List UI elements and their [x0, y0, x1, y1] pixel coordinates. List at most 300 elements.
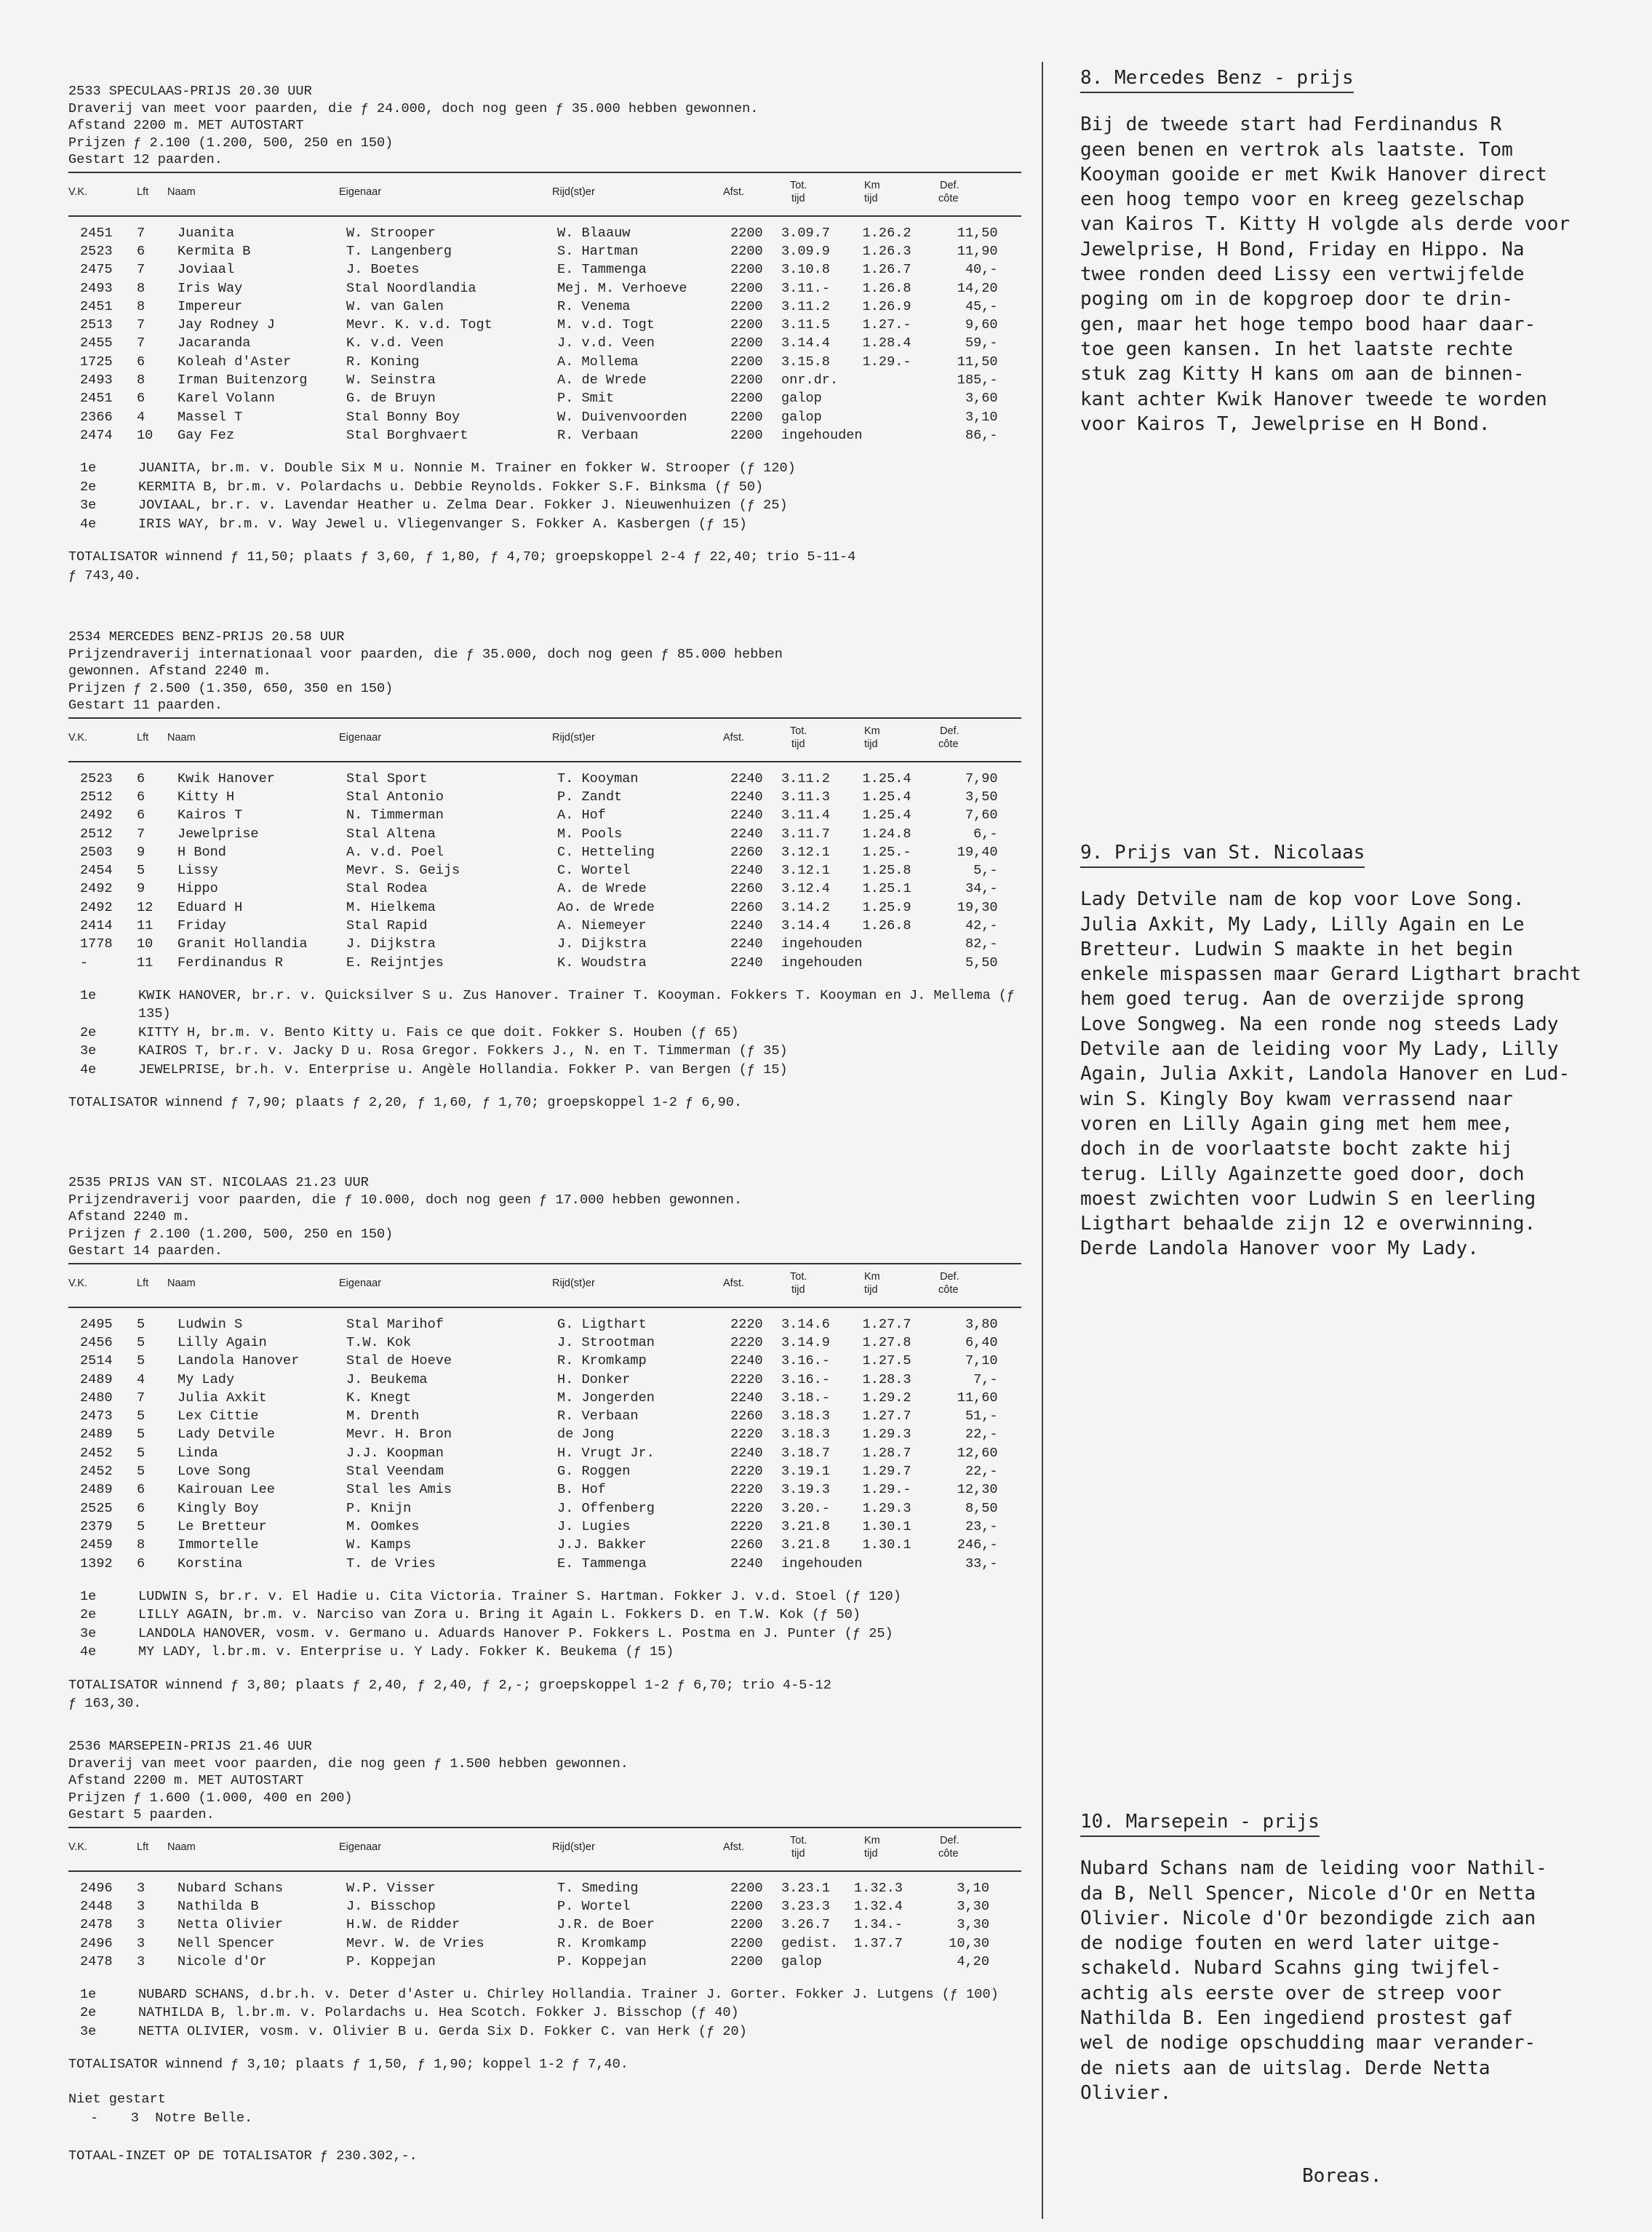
vk-cell: 1778 [80, 936, 113, 952]
placing-row [68, 459, 1021, 478]
horse-name: Ferdinandus R [177, 954, 284, 970]
odds: 6,40 [965, 1334, 998, 1350]
placing-row [68, 987, 1021, 1024]
distance: 2260 [730, 1537, 763, 1553]
km-time: 1.27.7 [862, 1316, 911, 1332]
column-header-def2: côte [938, 1847, 959, 1860]
driver: J. Dijkstra [557, 936, 647, 952]
km-time: 1.29.3 [862, 1427, 911, 1443]
distance: 2200 [730, 372, 763, 388]
total-time: 3.14.4 [781, 918, 830, 934]
odds: 3,30 [957, 1917, 989, 1933]
odds: 11,60 [957, 1390, 998, 1406]
km-time: 1.25.- [862, 844, 911, 860]
distance: 2260 [730, 881, 763, 897]
placing-rank: 4e [80, 1644, 97, 1660]
vk-cell: 2523 [80, 770, 113, 786]
driver: J. Strootman [557, 1334, 655, 1350]
column-header-def2: côte [938, 738, 959, 750]
result-row [68, 935, 998, 953]
horse-name: Nathilda B [177, 1898, 259, 1914]
horse-name: Korstina [177, 1555, 243, 1571]
total-time: 3.12.1 [781, 863, 830, 879]
owner: Stal Noordlandia [346, 280, 476, 296]
result-row [68, 770, 998, 788]
odds: 23,- [965, 1518, 998, 1534]
report-line: Olivier. [1080, 2081, 1172, 2104]
report-line: Bij de tweede start had Ferdinandus R [1080, 113, 1502, 136]
race-header-line: Gestart 12 paarden. [68, 152, 223, 167]
owner: M. Oomkes [346, 1518, 420, 1534]
odds: 7,10 [965, 1353, 998, 1369]
non-starters-label: Niet gestart [68, 2091, 166, 2107]
driver: B. Hof [557, 1482, 606, 1498]
total-time: ingehouden [781, 1555, 863, 1571]
lft-cell: 3 [137, 1917, 145, 1933]
lft-cell: 3 [137, 1898, 145, 1914]
report-line: wel de nodige opschudding maar verander- [1080, 2032, 1536, 2054]
distance: 2200 [730, 1917, 763, 1933]
driver: R. Verbaan [557, 427, 639, 443]
driver: R. Venema [557, 298, 631, 314]
vk-cell: 2514 [80, 1353, 113, 1369]
horse-name: Impereur [177, 298, 243, 314]
placing-text: KERMITA B, br.m. v. Polardachs u. Debbie Reynolds. Fokker S.F. Binksma (ƒ 50) [138, 479, 764, 495]
totalisator [68, 1676, 1021, 1713]
lft-cell: 6 [137, 1500, 145, 1516]
owner: T.W. Kok [346, 1334, 412, 1350]
distance: 2200 [730, 1880, 763, 1896]
column-header-eigenaar: Eigenaar [339, 1277, 382, 1289]
odds: 3,30 [957, 1898, 989, 1914]
column-header-def2: côte [938, 1283, 959, 1296]
vk-cell: 2512 [80, 789, 113, 805]
report-title: 10. Marsepein - prijs [1080, 1809, 1320, 1837]
driver: A. Niemeyer [557, 918, 647, 934]
odds: 22,- [965, 1427, 998, 1443]
report-line: poging om in de kopgroep door te drin- [1080, 288, 1513, 311]
race-header-line: 2536 MARSEPEIN-PRIJS 21.46 UUR [68, 1739, 312, 1754]
distance: 2240 [730, 808, 763, 824]
owner: Mevr. W. de Vries [346, 1935, 484, 1951]
owner: W. Strooper [346, 225, 436, 241]
placing-rank: 3e [80, 2023, 97, 2039]
odds: 185,- [957, 372, 998, 388]
vk-cell: 2379 [80, 1518, 113, 1534]
horse-name: Kingly Boy [177, 1500, 259, 1516]
km-time [863, 953, 933, 971]
result-row [68, 788, 998, 806]
signature: Boreas. [1302, 2165, 1382, 2187]
column-header-km2: tijd [864, 1283, 878, 1296]
placing-rank: 1e [80, 987, 97, 1003]
total-time: 3.12.1 [781, 844, 830, 860]
odds: 19,40 [957, 844, 998, 860]
owner: K. Knegt [346, 1390, 412, 1406]
km-time: 1.37.7 [854, 1935, 903, 1951]
race-header-line: Afstand 2200 m. MET AUTOSTART [68, 1773, 304, 1788]
total-time: 3.18.3 [781, 1427, 830, 1443]
distance: 2260 [730, 899, 763, 915]
column-header-eigenaar: Eigenaar [339, 731, 382, 744]
result-row [68, 1536, 998, 1554]
distance: 2240 [730, 1390, 763, 1406]
placing-text: MY LADY, l.br.m. v. Enterprise u. Y Lady. Fokker K. Beukema (ƒ 15) [138, 1644, 674, 1660]
owner: J.J. Koopman [346, 1445, 444, 1461]
total-time: 3.16.- [781, 1353, 830, 1369]
report-line: twee ronden deed Lissy een vertwijfelde [1080, 263, 1525, 286]
km-time: 1.30.1 [862, 1518, 911, 1534]
owner: Stal Antonio [346, 789, 444, 805]
totalisator-line: ƒ 163,30. [68, 1696, 142, 1712]
odds: 19,30 [957, 899, 998, 915]
total-time: 3.23.3 [781, 1898, 830, 1914]
placing-row [68, 1024, 1021, 1043]
driver: G. Ligthart [557, 1316, 647, 1332]
report-line: de nodige fouten en werd later uitge- [1080, 1932, 1502, 1955]
column-header-naam: Naam [167, 731, 196, 744]
result-row [68, 953, 998, 971]
result-row [68, 1370, 998, 1388]
owner: Mevr. H. Bron [346, 1427, 452, 1443]
result-row [68, 334, 998, 352]
vk-cell: 2448 [80, 1898, 113, 1914]
owner: P. Knijn [346, 1500, 412, 1516]
odds: 5,- [973, 863, 998, 879]
owner: Stal Bonny Boy [346, 409, 460, 425]
vk-cell: 2366 [80, 409, 113, 425]
odds: 59,- [965, 335, 998, 351]
odds: 8,50 [965, 1500, 998, 1516]
km-time: 1.25.4 [862, 808, 911, 824]
race-header-line: Gestart 14 paarden. [68, 1243, 223, 1259]
lft-cell: 7 [137, 1390, 145, 1406]
report-body [1080, 1856, 1633, 2105]
result-row [68, 1554, 998, 1572]
race-header-line: Afstand 2200 m. MET AUTOSTART [68, 118, 304, 133]
owner: J. Boetes [346, 262, 420, 278]
horse-name: Massel T [177, 409, 243, 425]
owner: M. Hielkema [346, 899, 436, 915]
km-time [863, 389, 933, 407]
distance: 2220 [730, 1500, 763, 1516]
placing-text: LUDWIN S, br.r. v. El Hadie u. Cita Victoria. Trainer S. Hartman. Fokker J. v.d. Stoel (ƒ 120) [138, 1588, 901, 1604]
race-header-line: 2535 PRIJS VAN ST. NICOLAAS 21.23 UUR [68, 1175, 369, 1190]
results-table [68, 1315, 998, 1573]
vk-cell: - [80, 954, 89, 970]
total-time: 3.21.8 [781, 1537, 830, 1553]
column-headers [68, 1827, 1021, 1872]
vk-cell: 2492 [80, 899, 113, 915]
column-header-km1: Km [864, 1834, 880, 1846]
odds: 45,- [965, 298, 998, 314]
horse-name: Kwik Hanover [177, 770, 275, 786]
lft-cell: 7 [137, 335, 145, 351]
race-header [68, 83, 1021, 169]
total-time: galop [781, 391, 822, 407]
race-header-line: Prijzen ƒ 1.600 (1.000, 400 en 200) [68, 1790, 353, 1806]
column-header-tot1: Tot. [790, 1270, 807, 1283]
odds: 12,60 [957, 1445, 998, 1461]
lft-cell: 12 [137, 899, 153, 915]
total-time: 3.21.8 [781, 1518, 830, 1534]
report-st-nicolaas [1080, 840, 1633, 1262]
lft-cell: 6 [137, 770, 145, 786]
placing-row [68, 1606, 1021, 1625]
vk-cell: 2456 [80, 1334, 113, 1350]
km-time: 1.26.3 [862, 243, 911, 259]
result-row [68, 260, 998, 279]
odds: 7,90 [965, 770, 998, 786]
distance: 2240 [730, 954, 763, 970]
column-header-tot1: Tot. [790, 179, 807, 191]
horse-name: Julia Axkit [177, 1390, 267, 1406]
horse-name: Gay Fez [177, 427, 235, 443]
driver: de Jong [557, 1427, 615, 1443]
result-row [68, 806, 998, 824]
km-time: 1.26.8 [862, 918, 911, 934]
column-header-afst: Afst. [723, 1277, 745, 1289]
race-section [68, 1738, 1021, 2166]
report-line: Detvile aan de leiding voor My Lady, Lilly [1080, 1038, 1559, 1061]
totalisator-line: TOTALISATOR winnend ƒ 11,50; plaats ƒ 3,60, ƒ 1,80, ƒ 4,70; groepskoppel 2-4 ƒ 22,40; trio 5-11-4 [68, 549, 856, 565]
column-header-naam: Naam [167, 1841, 196, 1853]
owner: W. van Galen [346, 298, 444, 314]
km-time: 1.26.9 [862, 298, 911, 314]
lft-cell: 6 [137, 391, 145, 407]
vk-cell: 2451 [80, 391, 113, 407]
race-header [68, 1174, 1021, 1260]
placings [68, 1587, 1021, 1662]
total-time: galop [781, 1953, 822, 1969]
driver: W. Blaauw [557, 225, 631, 241]
lft-cell: 6 [137, 354, 145, 370]
result-row [68, 1480, 998, 1499]
column-header-def1: Def. [940, 725, 959, 737]
race-header-line: Prijzen ƒ 2.500 (1.350, 650, 350 en 150) [68, 680, 394, 696]
owner: A. v.d. Poel [346, 844, 444, 860]
distance: 2200 [730, 1935, 763, 1951]
total-time: 3.11.5 [781, 317, 830, 333]
driver: A. de Wrede [557, 881, 647, 897]
odds: 11,90 [957, 243, 998, 259]
report-line: Lady Detvile nam de kop voor Love Song. [1080, 888, 1525, 911]
column-header-afst: Afst. [723, 1841, 745, 1853]
horse-name: Granit Hollandia [177, 936, 308, 952]
lft-cell: 6 [137, 1482, 145, 1498]
column-header-tot2: tijd [791, 1283, 805, 1296]
owner: W. Kamps [346, 1537, 412, 1553]
placing-row [68, 1625, 1021, 1643]
race-header-line: Draverij van meet voor paarden, die nog geen ƒ 1.500 hebben gewonnen. [68, 1755, 629, 1771]
column-header-eigenaar: Eigenaar [339, 186, 382, 198]
report-line: kant achter Kwik Hanover tweede te worden [1080, 388, 1547, 410]
placing-rank: 4e [80, 1061, 97, 1077]
totalisator [68, 2055, 1021, 2074]
placing-rank: 2e [80, 1024, 97, 1040]
distance: 2220 [730, 1482, 763, 1498]
driver: K. Woudstra [557, 954, 647, 970]
lft-cell: 3 [137, 1880, 145, 1896]
vk-cell: 2489 [80, 1427, 113, 1443]
total-time: 3.14.6 [781, 1316, 830, 1332]
column-header-tot1: Tot. [790, 725, 807, 737]
column-header-def2: côte [938, 192, 959, 204]
horse-name: Netta Olivier [177, 1917, 284, 1933]
distance: 2200 [730, 317, 763, 333]
horse-name: H Bond [177, 844, 226, 860]
vk-cell: 2475 [80, 262, 113, 278]
horse-name: Koleah d'Aster [177, 354, 292, 370]
column-header-tot2: tijd [791, 192, 805, 204]
result-row [68, 1352, 998, 1370]
horse-name: Kairos T [177, 808, 243, 824]
km-time: 1.29.7 [862, 1464, 911, 1480]
lft-cell: 4 [137, 409, 145, 425]
vk-cell: 2492 [80, 881, 113, 897]
driver: R. Kromkamp [557, 1353, 647, 1369]
owner: E. Reijntjes [346, 954, 444, 970]
km-time [863, 1554, 933, 1572]
totalisator-line: TOTALISATOR winnend ƒ 3,10; plaats ƒ 1,50, ƒ 1,90; koppel 1-2 ƒ 7,40. [68, 2057, 629, 2073]
horse-name: Karel Volann [177, 391, 275, 407]
distance: 2200 [730, 354, 763, 370]
race-header-line: 2533 SPECULAAS-PRIJS 20.30 UUR [68, 84, 312, 99]
total-time: 3.11.2 [781, 298, 830, 314]
result-row [68, 279, 998, 297]
lft-cell: 5 [137, 1316, 145, 1332]
odds: 82,- [965, 936, 998, 952]
odds: 34,- [965, 881, 998, 897]
lft-cell: 8 [137, 298, 145, 314]
column-header-km1: Km [864, 725, 880, 737]
km-time: 1.25.9 [862, 899, 911, 915]
total-time: 3.20.- [781, 1500, 830, 1516]
results-table [68, 770, 998, 972]
driver: H. Donker [557, 1371, 631, 1387]
lft-cell: 11 [137, 954, 153, 970]
totalisator [68, 1093, 1021, 1112]
result-row [68, 1953, 989, 1971]
column-header-def1: Def. [940, 1834, 959, 1846]
report-line: terug. Lilly Againzette goed door, doch [1080, 1163, 1525, 1185]
distance: 2220 [730, 1316, 763, 1332]
result-row [68, 843, 998, 861]
distance: 2220 [730, 1427, 763, 1443]
owner: Stal Rapid [346, 918, 428, 934]
column-divider [1042, 62, 1043, 2219]
report-line: de niets aan de uitslag. Derde Netta [1080, 2057, 1491, 2079]
odds: 11,50 [957, 225, 998, 241]
total-time: 3.15.8 [781, 354, 830, 370]
totalisator [68, 548, 1021, 585]
horse-name: Nicole d'Or [177, 1953, 267, 1969]
km-time: 1.27.7 [862, 1408, 911, 1424]
km-time: 1.32.4 [854, 1898, 903, 1914]
total-time: ingehouden [781, 427, 863, 443]
km-time [863, 935, 933, 953]
report-line: geen benen en vertrok als laatste. Tom [1080, 138, 1513, 161]
total-time: 3.18.7 [781, 1445, 830, 1461]
odds: 4,20 [957, 1953, 989, 1969]
distance: 2240 [730, 1353, 763, 1369]
odds: 14,20 [957, 280, 998, 296]
result-row [68, 316, 998, 334]
column-headers [68, 717, 1021, 762]
lft-cell: 5 [137, 863, 145, 879]
vk-cell: 2512 [80, 826, 113, 842]
result-row [68, 298, 998, 316]
owner: N. Timmerman [346, 808, 444, 824]
race-header-line: Draverij van meet voor paarden, die ƒ 24.000, doch nog geen ƒ 35.000 hebben gewonnen. [68, 100, 759, 116]
column-header-lft: Lft [137, 186, 149, 198]
result-row [68, 389, 998, 407]
driver: J. Offenberg [557, 1500, 655, 1516]
report-line: hem goed terug. Aan de overzijde sprong [1080, 988, 1525, 1011]
distance: 2200 [730, 243, 763, 259]
odds: 40,- [965, 262, 998, 278]
driver: R. Verbaan [557, 1408, 639, 1424]
total-time: 3.23.1 [781, 1880, 830, 1896]
result-row [68, 898, 998, 917]
column-header-tot2: tijd [791, 1847, 805, 1860]
km-time: 1.27.- [862, 317, 911, 333]
km-time: 1.29.- [862, 354, 911, 370]
owner: Stal les Amis [346, 1482, 452, 1498]
odds: 7,- [973, 1371, 998, 1387]
column-header-tot1: Tot. [790, 1834, 807, 1846]
driver: J.J. Bakker [557, 1537, 647, 1553]
race-header [68, 629, 1021, 714]
report-line: doch in de voorlaatste bocht zakte hij [1080, 1138, 1513, 1160]
horse-name: Lilly Again [177, 1334, 267, 1350]
driver: M. Jongerden [557, 1390, 655, 1406]
lft-cell: 5 [137, 1353, 145, 1369]
column-header-rijder: Rijd(st)er [552, 1277, 595, 1289]
race-header-line: Prijzen ƒ 2.100 (1.200, 500, 250 en 150) [68, 135, 394, 151]
km-time: 1.26.2 [862, 225, 911, 241]
horse-name: Le Bretteur [177, 1518, 267, 1534]
odds: 22,- [965, 1464, 998, 1480]
column-header-km2: tijd [864, 192, 878, 204]
placing-text: NATHILDA B, l.br.m. v. Polardachs u. Hea Scotch. Fokker J. Bisschop (ƒ 40) [138, 2005, 739, 2021]
placing-rank: 1e [80, 1986, 97, 2002]
km-time: 1.25.4 [862, 770, 911, 786]
lft-cell: 4 [137, 1371, 145, 1387]
result-row [68, 1425, 998, 1443]
column-header-km2: tijd [864, 738, 878, 750]
distance: 2220 [730, 1464, 763, 1480]
race-header-line: Prijzendraverij internationaal voor paarden, die ƒ 35.000, doch nog geen ƒ 85.000 hebben [68, 646, 783, 662]
owner: W. Seinstra [346, 372, 436, 388]
column-header-naam: Naam [167, 186, 196, 198]
driver: C. Wortel [557, 863, 631, 879]
race-header-line: 2534 MERCEDES BENZ-PRIJS 20.58 UUR [68, 629, 345, 645]
km-time: 1.32.3 [854, 1880, 903, 1896]
distance: 2200 [730, 298, 763, 314]
report-line: schakeld. Nubard Scahns ging twijfel- [1080, 1957, 1502, 1980]
lft-cell: 8 [137, 1537, 145, 1553]
non-starter-entry: - 3 Notre Belle. [90, 2110, 253, 2126]
driver: J. v.d. Veen [557, 335, 655, 351]
total-time: 3.26.7 [781, 1917, 830, 1933]
column-headers [68, 172, 1021, 217]
odds: 3,50 [965, 789, 998, 805]
race-header-line: Prijzen ƒ 2.100 (1.200, 500, 250 en 150) [68, 1226, 394, 1242]
placing-text: JOVIAAL, br.r. v. Lavendar Heather u. Zelma Dear. Fokker J. Nieuwenhuizen (ƒ 25) [138, 498, 788, 514]
column-header-naam: Naam [167, 1277, 196, 1289]
vk-cell: 2474 [80, 427, 113, 443]
